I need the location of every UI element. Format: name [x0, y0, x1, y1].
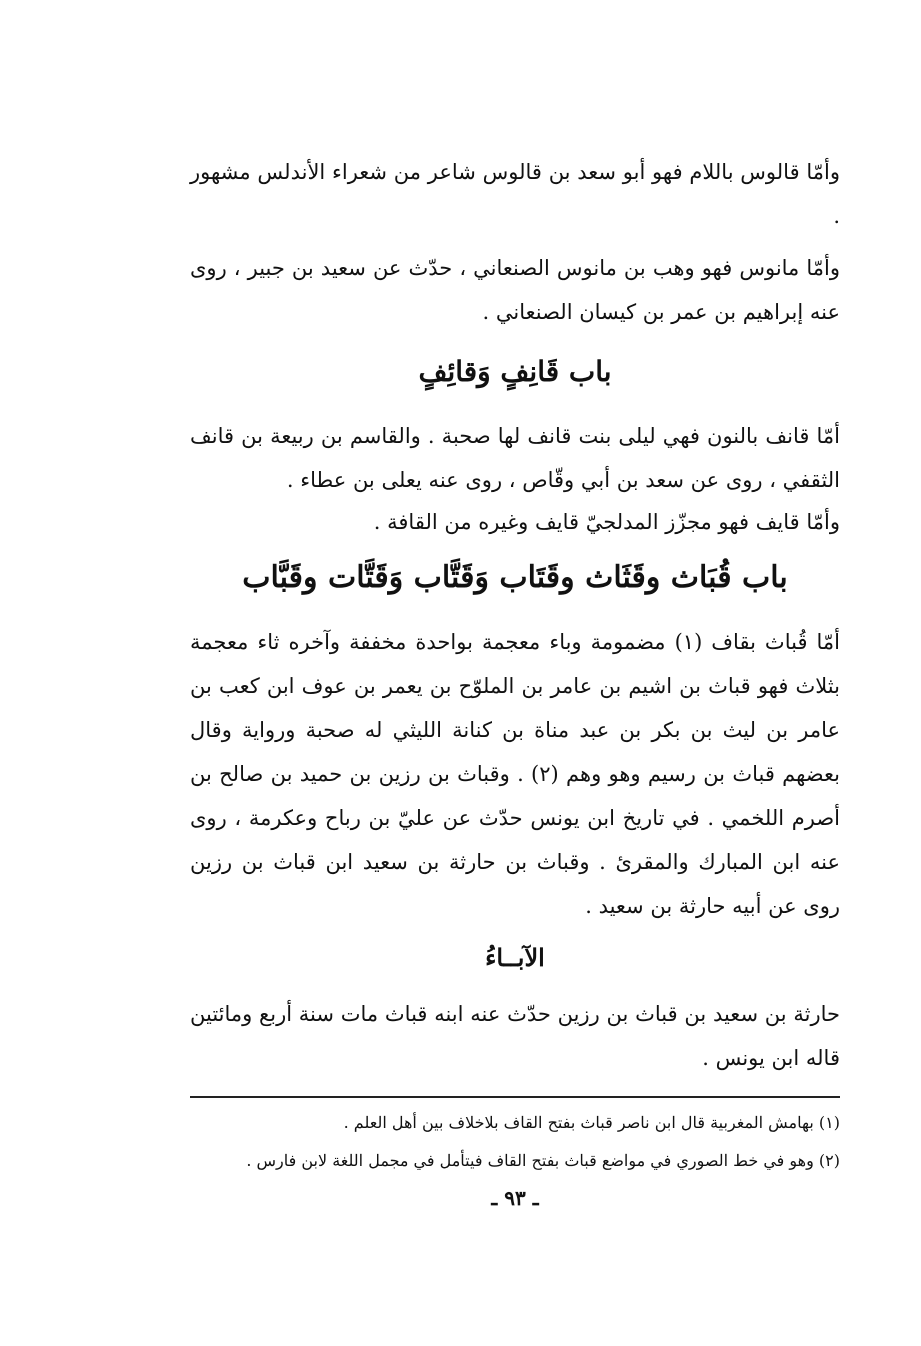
- paragraph-text: وأمّا قايف فهو مجزّز المدلجيّ قايف وغيره من القافة .: [373, 510, 840, 534]
- section-heading-qubath: باب قُبَاث وقَثَاث وقَتَاب وَقَتَّاب وَقَتَّات وقَبَّاب: [242, 560, 788, 595]
- section-heading-aba: الآبــاءُ: [485, 943, 545, 972]
- paragraph-manus: [190, 246, 840, 334]
- paragraph-haritha: [190, 992, 840, 1080]
- paragraph-text: وأمّا قالوس باللام فهو أبو سعد بن قالوس شاعر من شعراء الأندلس مشهور .: [190, 160, 840, 228]
- section-heading-qanif: باب قَانِفٍ وَقائِفٍ: [418, 355, 612, 388]
- paragraph-text: أمّا قُباث بقاف (١) مضمومة وباء معجمة بواحدة مخففة وآخره ثاء معجمة بثلاث فهو قباث بن اشيم بن عامر بن الملوّح بن يعمر بن عوف ابن كعب بن عامر بن ليث بن بكر بن عبد مناة بن كنانة الليثي له صحبة ورواية وقال بعضهم قباث بن رسيم وهو وهم (٢) . وقباث بن رزين بن حميد بن صالح بن أصرم اللخمي . في تاريخ ابن يونس حدّث عن عليّ بن رباح وعكرمة ، روى عنه ابن المبارك والمقرئ . وقباث بن حارثة بن سعيد ابن قباث بن رزين روى عن أبيه حارثة بن سعيد .: [190, 630, 840, 918]
- footnote-2: (٢) وهو في خط الصوري في مواضع قباث بفتح القاف فيتأمل في مجمل اللغة لابن فارس .: [246, 1151, 840, 1170]
- paragraph-qanif: [190, 414, 840, 502]
- paragraph-text: حارثة بن سعيد بن قباث بن رزين حدّث عنه ابنه قباث مات سنة أربع ومائتين قاله ابن يونس .: [190, 1002, 840, 1070]
- paragraph-qalus: [190, 150, 840, 238]
- paragraph-text: أمّا قانف بالنون فهي ليلى بنت قانف لها صحبة . والقاسم بن ربيعة بن قانف الثقفي ، روى عن سعد بن أبي وقّاص ، روى عنه يعلى بن عطاء .: [190, 424, 840, 492]
- footnote-1: (١) بهامش المغربية قال ابن ناصر قباث بفتح القاف بلاخلاف بين أهل العلم .: [343, 1113, 840, 1132]
- paragraph-qubath: [190, 620, 840, 928]
- paragraph-text: وأمّا مانوس فهو وهب بن مانوس الصنعاني ، حدّث عن سعيد بن جبير ، روى عنه إبراهيم بن عمر بن كيسان الصنعاني .: [190, 256, 840, 324]
- footnote-divider: [190, 1096, 840, 1098]
- page-number: ـ ٩٣ ـ: [491, 1186, 539, 1210]
- paragraph-qayif: [190, 500, 840, 544]
